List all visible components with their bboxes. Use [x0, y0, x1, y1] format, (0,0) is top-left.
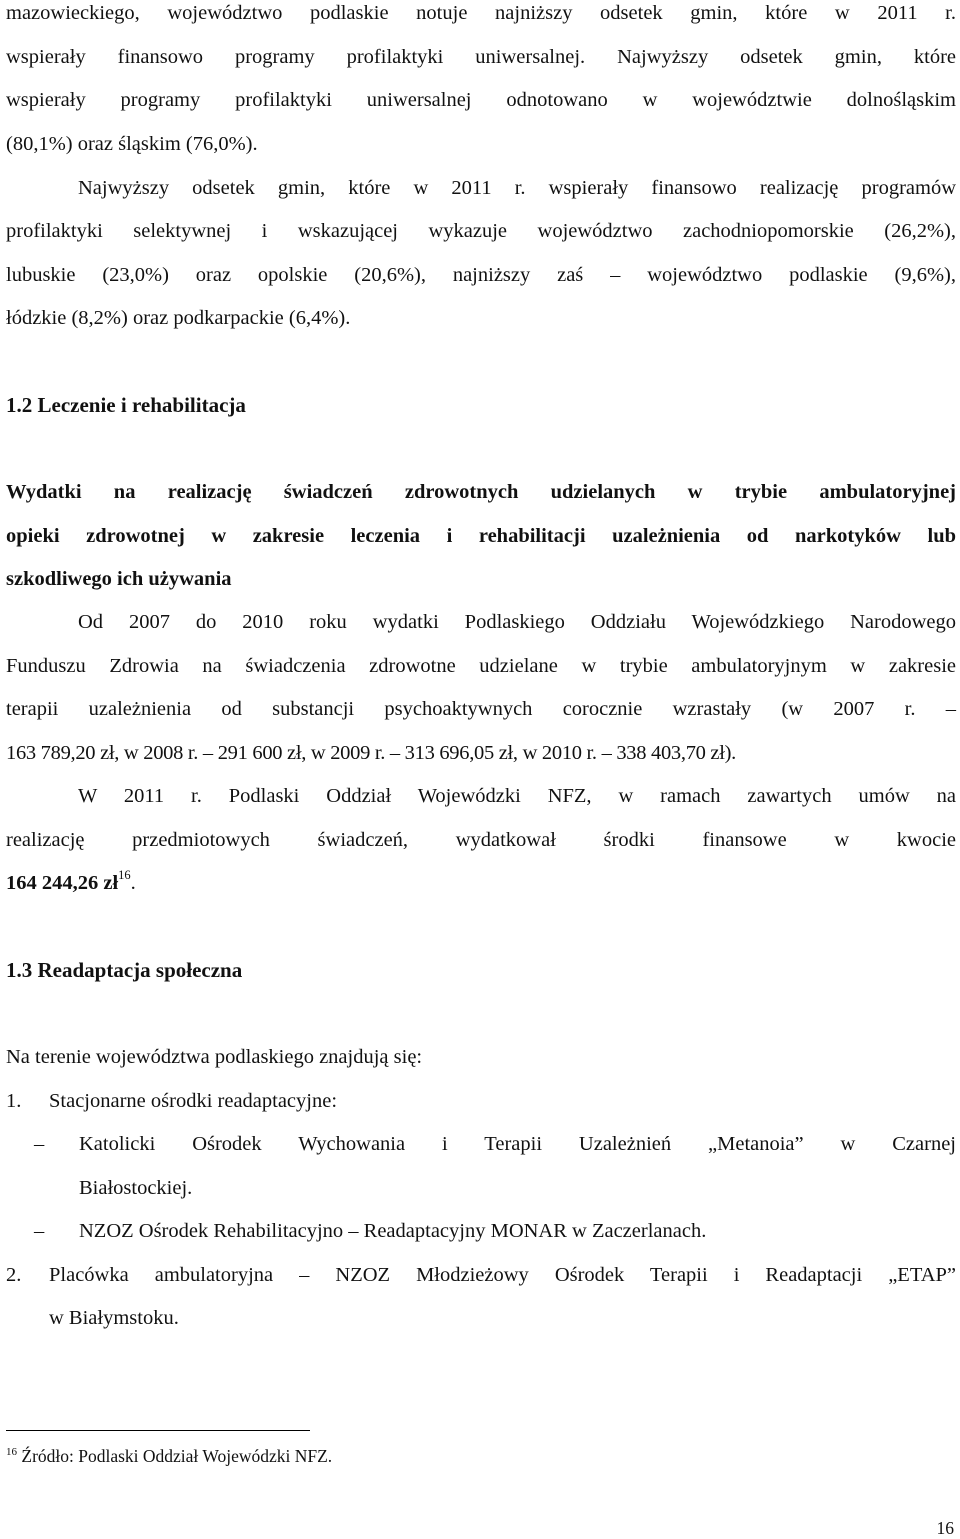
sub-item-1-line-1: Katolicki Ośrodek Wychowania i Terapii Uzależnień „Metanoia” w Czarnej	[79, 1133, 956, 1155]
paragraph-b-line-3	[6, 870, 956, 896]
amount-value: 164 244,26 zł	[6, 872, 119, 894]
sub-item-1	[6, 1131, 956, 1157]
list-item-2-line-2: w Białymstoku.	[49, 1307, 179, 1329]
list-item-1-number: 1.	[6, 1090, 22, 1112]
paragraph-a-line-1: Od 2007 do 2010 roku wydatki Podlaskiego Oddziału Wojewódzkiego Narodowego	[78, 611, 956, 633]
section-1-2-subheading-line-3: szkodliwego ich używania	[6, 568, 232, 590]
paragraph-1-line-4: (80,1%) oraz śląskim (76,0%).	[6, 133, 258, 155]
paragraph-2-line-3: lubuskie (23,0%) oraz opolskie (20,6%), najniższy zaś – województwo podlaskie (9,6%),	[6, 264, 956, 286]
sub-item-1-line-2: Białostockiej.	[79, 1177, 193, 1199]
paragraph-1-line-3: wspierały programy profilaktyki uniwersalnej odnotowano w województwie dolnośląskim	[6, 89, 956, 111]
paragraph-2-line-4: łódzkie (8,2%) oraz podkarpackie (6,4%).	[6, 307, 351, 329]
amount-suffix: .	[130, 872, 136, 894]
paragraph-2-line-1: Najwyższy odsetek gmin, które w 2011 r. wspierały finansowo realizację programów	[78, 177, 956, 199]
footnote-number: 16	[6, 1446, 17, 1458]
sub-item-2	[6, 1218, 956, 1244]
paragraph-b-line-2: realizację przedmiotowych świadczeń, wydatkował środki finansowe w kwocie	[6, 829, 956, 851]
section-1-2-subheading-line-1: Wydatki na realizację świadczeń zdrowotnych udzielanych w trybie ambulatoryjnej	[6, 481, 956, 503]
footnote-separator	[6, 1430, 310, 1431]
sub-item-2-text: NZOZ Ośrodek Rehabilitacyjno – Readaptacyjny MONAR w Zaczerlanach.	[79, 1220, 707, 1242]
page-number: 16	[936, 1518, 954, 1538]
dash-bullet: –	[34, 1133, 45, 1155]
list-item-2	[6, 1262, 956, 1288]
list-item-1	[6, 1088, 956, 1114]
paragraph-1-line-1: mazowieckiego, województwo podlaskie notuje najniższy odsetek gmin, które w 2011 r.	[6, 2, 956, 24]
list-item-2-line-1: Placówka ambulatoryjna – NZOZ Młodzieżowy Ośrodek Terapii i Readaptacji „ETAP”	[49, 1264, 956, 1286]
paragraph-a-line-2: Funduszu Zdrowia na świadczenia zdrowotne udzielane w trybie ambulatoryjnym w zakresie	[6, 655, 956, 677]
paragraph-b-line-1: W 2011 r. Podlaski Oddział Wojewódzki NFZ, w ramach zawartych umów na	[78, 785, 956, 807]
paragraph-a-line-3: terapii uzależnienia od substancji psychoaktywnych corocznie wzrastały (w 2007 r. –	[6, 698, 956, 720]
paragraph-2-line-2: profilaktyki selektywnej i wskazującej wykazuje województwo zachodniopomorskie (26,2%),	[6, 220, 956, 242]
list-item-2-number: 2.	[6, 1264, 22, 1286]
footnote-text: Źródło: Podlaski Oddział Wojewódzki NFZ.	[21, 1446, 333, 1466]
paragraph-a-line-4: 163 789,20 zł, w 2008 r. – 291 600 zł, w 2009 r. – 313 696,05 zł, w 2010 r. – 338 403,70 zł).	[6, 742, 736, 764]
section-1-3-heading: 1.3 Readaptacja społeczna	[6, 958, 243, 982]
footnote-reference: 16	[118, 868, 131, 882]
section-1-3-intro: Na terenie województwa podlaskiego znajdują się:	[6, 1046, 423, 1068]
section-1-2-subheading-line-2: opieki zdrowotnej w zakresie leczenia i rehabilitacji uzależnienia od narkotyków lub	[6, 525, 956, 547]
footnote	[6, 1446, 332, 1467]
section-1-2-heading: 1.2 Leczenie i rehabilitacja	[6, 393, 246, 417]
list-item-1-label: Stacjonarne ośrodki readaptacyjne:	[49, 1090, 338, 1112]
paragraph-1-line-2: wspierały finansowo programy profilaktyki uniwersalnej. Najwyższy odsetek gmin, które	[6, 46, 956, 68]
dash-bullet: –	[34, 1220, 45, 1242]
